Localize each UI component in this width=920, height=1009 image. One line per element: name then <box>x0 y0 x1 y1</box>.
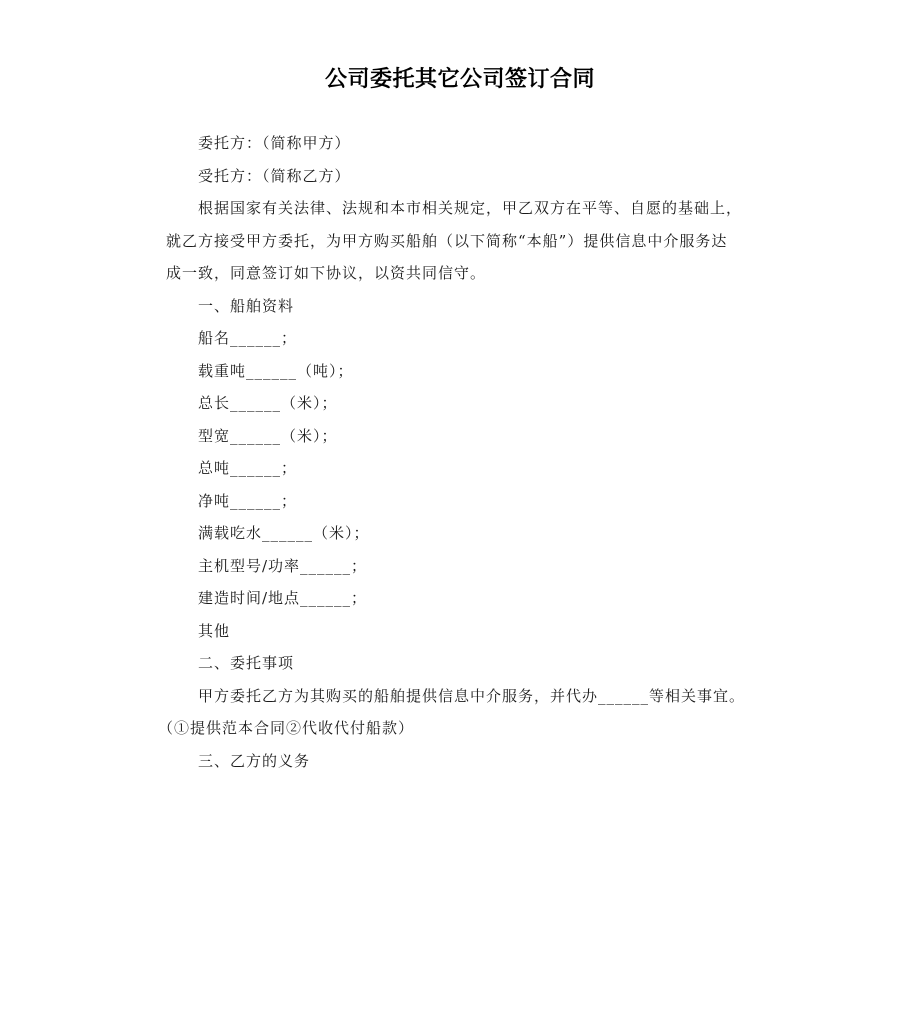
other-field: 其他 <box>198 621 231 640</box>
preamble-line-3: 成一致，同意签订如下协议，以资共同信守。 <box>166 264 487 282</box>
entrust-line-1: 甲方委托乙方为其购买的船舶提供信息中介服务，并代办______等相关事宜。 <box>198 686 746 705</box>
net-tonnage-field: 净吨______； <box>198 491 298 510</box>
gross-tonnage-field: 总吨______； <box>198 459 298 477</box>
build-info-field: 建造时间/地点______； <box>198 589 368 607</box>
ship-name-field: 船名______； <box>198 329 298 347</box>
section2-heading: 二、委托事项 <box>198 654 295 672</box>
deadweight-field: 载重吨______（吨）； <box>198 361 354 380</box>
preamble-line-2: 就乙方接受甲方委托，为甲方购买船舶（以下简称“本船”）提供信息中介服务达 <box>166 231 728 250</box>
section3-heading: 三、乙方的义务 <box>198 751 311 770</box>
document-body <box>158 127 760 777</box>
main-engine-field: 主机型号/功率______； <box>198 556 368 575</box>
moulded-breadth-field: 型宽______（米）； <box>198 426 338 445</box>
full-load-draft-field: 满载吃水______（米）； <box>198 524 370 542</box>
section1-heading: 一、船舶资料 <box>198 296 295 315</box>
entrust-line-2: （①提供范本合同②代收代付船款） <box>158 719 415 737</box>
document-title: 公司委托其它公司签订合同 <box>324 67 595 92</box>
preamble-line-1: 根据国家有关法律、法规和本市相关规定，甲乙双方在平等、自愿的基础上， <box>198 199 743 217</box>
length-overall-field: 总长______（米）； <box>198 394 338 412</box>
principal-line: 委托方：（简称甲方） <box>198 134 351 152</box>
agent-line: 受托方：（简称乙方） <box>198 166 351 185</box>
